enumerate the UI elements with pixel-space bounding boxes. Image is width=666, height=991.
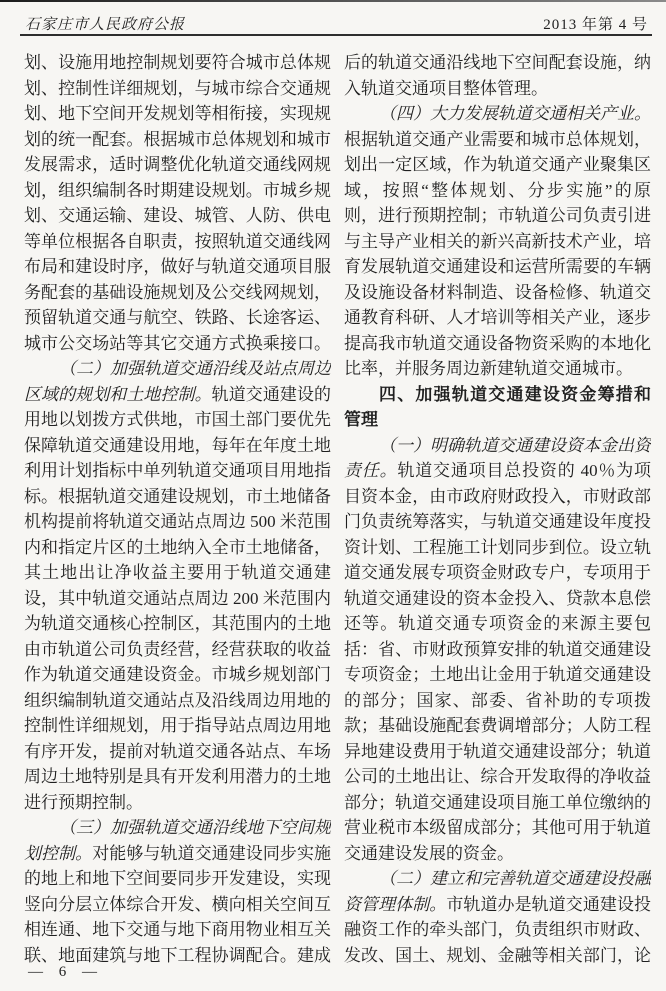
- right-column: [344, 50, 651, 968]
- text-line: 保障轨道交通建设用地，每年在年度土地: [24, 435, 331, 455]
- text-line: 括：省、市财政预算安排的轨道交通建设: [344, 639, 651, 659]
- text-line: 公司的土地出让、综合开发取得的净收益: [344, 767, 651, 786]
- text-line: 预留轨道交通与航空、铁路、长途客运、: [24, 308, 331, 327]
- text-line: （二）加强轨道交通沿线及站点周边: [59, 359, 331, 378]
- text-line: 管理: [344, 410, 378, 429]
- text-line: 城市公交场站等其它交通方式换乘接口。: [24, 333, 331, 353]
- text-line: 专项资金；土地出让金用于轨道交通建设: [344, 665, 651, 684]
- text-line: 还等。轨道交通专项资金的来源主要包: [344, 614, 651, 633]
- text-line: 用地以划拨方式供地，市国土部门要优先: [24, 410, 331, 429]
- text-line: 其土地出让净收益主要用于轨道交通建: [24, 563, 331, 582]
- text-line: （一）明确轨道交通建设资本金出资: [379, 435, 651, 455]
- text-line: 划、控制性详细规划，与城市综合交通规: [24, 78, 331, 98]
- text-line: 域，按照“整体规划、分步实施”的原: [344, 180, 651, 200]
- left-column: [24, 50, 331, 968]
- text-line: 育发展轨道交通建设和运营所需要的车辆: [344, 257, 651, 276]
- text-line: 责任。轨道交通项目总投资的 40％为项: [344, 461, 651, 480]
- text-line: 融资工作的牵头部门，负责组织市财政、: [344, 920, 651, 939]
- page-number: — 6 —: [28, 964, 100, 980]
- text-line: （三）加强轨道交通沿线地下空间规: [59, 818, 331, 837]
- text-line: 等单位根据各自职责，按照轨道交通线网: [24, 231, 331, 251]
- text-line: 提高我市轨道交通设备物资采购的本地化: [344, 333, 651, 353]
- text-line: 竖向分层立体综合开发、横向相关空间互: [24, 894, 331, 914]
- text-line: 轨道交通建设的资本金投入、贷款本息偿: [344, 588, 651, 608]
- text-line: 布局和建设时序，做好与轨道交通项目服: [24, 257, 331, 276]
- text-line: 资管理体制。市轨道办是轨道交通建设投: [344, 894, 651, 914]
- text-line: 款；基础设施配套费调增部分；人防工程: [344, 716, 651, 735]
- text-line: 控制性详细规划，用于指导站点周边用地: [24, 716, 331, 735]
- text-line: 划，组织编制各时期建设规划。市城乡规: [24, 180, 331, 200]
- text-line: 相连通、地下交通与地下商用物业相互关: [24, 920, 331, 939]
- text-line: 门负责统筹落实，与轨道交通建设年度投: [344, 512, 651, 531]
- text-line: 有序开发，提前对轨道交通各站点、车场: [24, 741, 331, 761]
- text-line: 进行预期控制。: [24, 792, 143, 812]
- text-line: 异地建设费用于轨道交通建设部分；轨道: [344, 741, 651, 761]
- text-line: 设，其中轨道交通站点周边 200 米范围内: [24, 588, 331, 608]
- text-line: （二）建立和完善轨道交通建设投融: [379, 869, 651, 888]
- issue-number: 2013 年第 4 号: [543, 17, 648, 33]
- text-line: 联、地面建筑与地下工程协调配合。建成: [24, 945, 331, 965]
- text-line: 通教育科研、人才培训等相关产业，逐步: [344, 308, 651, 327]
- document-body: [24, 50, 651, 968]
- text-line: 入轨道交通项目整体管理。: [344, 78, 548, 98]
- text-line: （四）大力发展轨道交通相关产业。: [379, 104, 651, 123]
- text-line: 为轨道交通核心控制区，其范围内的土地: [24, 614, 331, 633]
- text-line: 四、加强轨道交通建设资金筹措和: [379, 384, 651, 404]
- text-line: 营业税市本级留成部分；其他可用于轨道: [344, 818, 651, 837]
- text-line: 划控制。对能够与轨道交通建设同步实施: [24, 843, 331, 863]
- text-line: 作为轨道交通建设资金。市城乡规划部门: [24, 665, 331, 684]
- text-line: 划、地下空间开发规划等相衔接，实现规: [24, 104, 331, 123]
- journal-title: 石家庄市人民政府公报: [25, 17, 186, 33]
- text-line: 划出一定区域，作为轨道交通产业聚集区: [344, 155, 651, 174]
- text-line: 则，进行预期控制；市轨道公司负责引进: [344, 206, 651, 225]
- text-line: 的地上和地下空间要同步开发建设，实现: [24, 869, 331, 888]
- text-line: 内和指定片区的土地纳入全市土地储备，: [24, 537, 331, 557]
- text-line: 由市轨道公司负责经营，经营获取的收益: [24, 639, 331, 659]
- text-line: 利用计划指标中单列轨道交通项目用地指: [24, 461, 331, 480]
- text-line: 发改、国土、规划、金融等相关部门，论: [344, 945, 651, 965]
- text-line: 及设施设备材料制造、设备检修、轨道交: [344, 282, 651, 302]
- text-line: 发展需求，适时调整优化轨道交通线网规: [24, 155, 331, 174]
- text-line: 的部分；国家、部委、省补助的专项拨: [344, 690, 651, 710]
- text-line: 务配套的基础设施规划及公交线网规划，: [24, 282, 331, 302]
- text-line: 目资本金，由市政府财政投入，市财政部: [344, 486, 651, 506]
- text-line: 根据轨道交通产业需要和城市总体规划，: [344, 129, 651, 149]
- text-line: 划的统一配套。根据城市总体规划和城市: [24, 129, 331, 149]
- text-line: 划、设施用地控制规划要符合城市总体规: [24, 53, 331, 72]
- scan-edge-artifact: [0, 0, 666, 2]
- header-divider: [20, 34, 652, 36]
- text-line: 周边土地特别是具有开发利用潜力的土地: [24, 767, 331, 786]
- text-line: 区域的规划和土地控制。轨道交通建设的: [24, 384, 331, 404]
- text-line: 划、交通运输、建设、城管、人防、供电: [24, 206, 331, 225]
- text-line: 组织编制轨道交通站点及沿线周边用地的: [24, 690, 331, 710]
- text-line: 交通建设发展的资金。: [344, 843, 514, 863]
- text-line: 标。根据轨道交通建设规划，市土地储备: [24, 486, 331, 506]
- text-line: 机构提前将轨道交通站点周边 500 米范围: [24, 512, 331, 531]
- text-line: 资计划、工程施工计划同步到位。设立轨: [344, 537, 651, 557]
- text-line: 比率，并服务周边新建轨道交通城市。: [344, 359, 633, 378]
- text-line: 后的轨道交通沿线地下空间配套设施，纳: [344, 53, 651, 72]
- text-line: 部分；轨道交通建设项目施工单位缴纳的: [344, 792, 651, 812]
- text-line: 与主导产业相关的新兴高新技术产业，培: [344, 231, 651, 251]
- page-header: [25, 13, 648, 34]
- text-line: 道交通发展专项资金财政专户，专项用于: [344, 563, 651, 582]
